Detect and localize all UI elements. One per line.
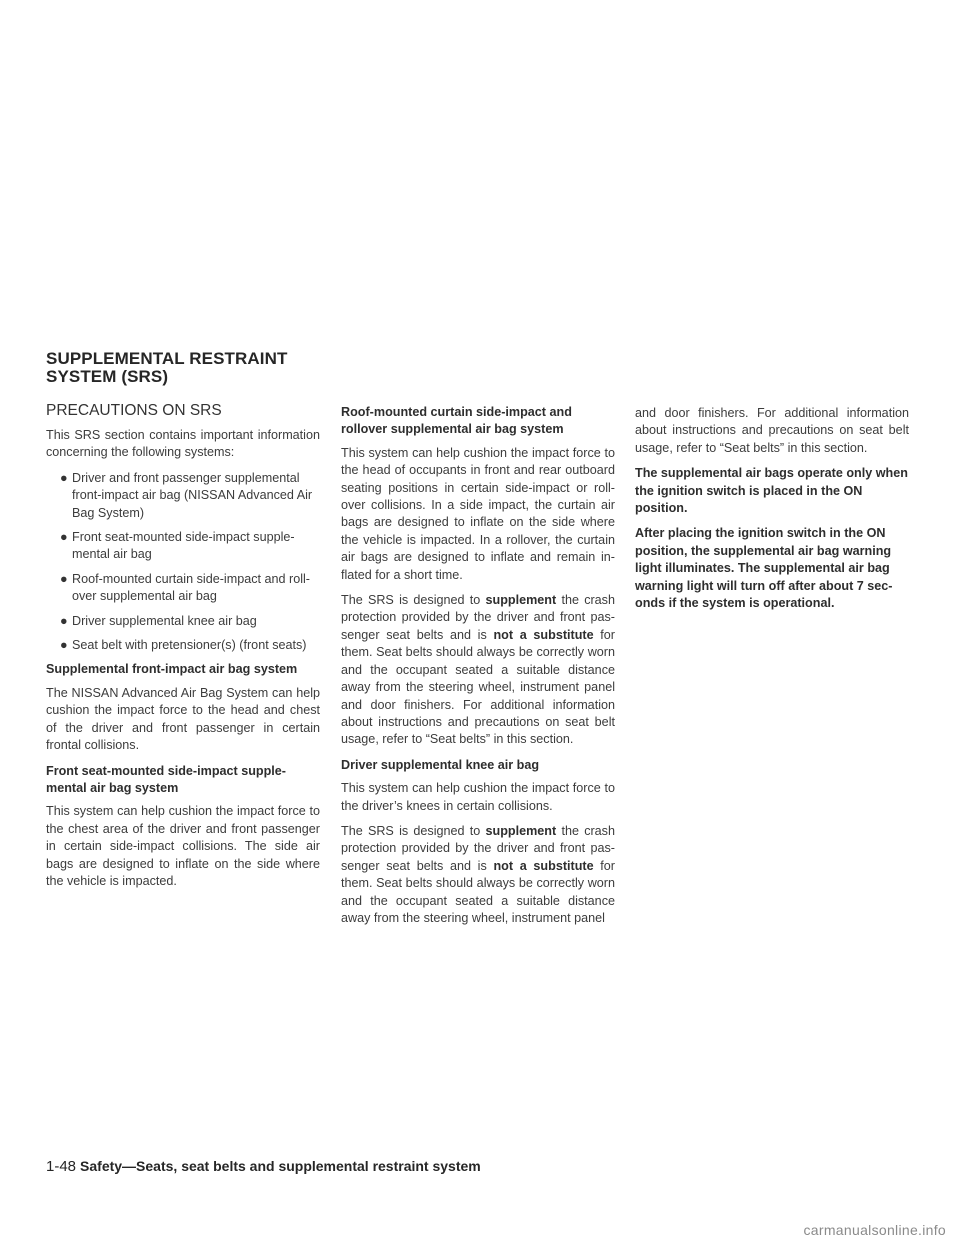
subsection-title: PRECAUTIONS ON SRS (46, 402, 222, 419)
list-item-text: Front seat-mounted side-impact supple-mental air bag (72, 530, 295, 562)
bullet-icon: ● (60, 470, 68, 485)
emphasis-supplement: supplement (485, 823, 557, 838)
text-run: The SRS is designed to (341, 823, 486, 838)
operate-warning-paragraph: The supplemental air bags operate only when the ignition switch is placed in the ON position. (635, 466, 908, 516)
intro-paragraph: This SRS section contains important information concerning the following systems: (46, 428, 320, 460)
watermark-text: carmanualsonline.info (803, 1222, 946, 1238)
list-item (46, 571, 320, 606)
text-run: for them. Seat belts should always be correctly worn and the occupant seated a suitable distance away from the steering wheel, instrument panel (341, 858, 615, 925)
page-number: 1-48 (46, 1158, 77, 1175)
chapter-title: Safety—Seats, seat belts and supplemental restraint system (80, 1158, 481, 1174)
list-item-text: Roof-mounted curtain side-impact and roll-over supplemental air bag (72, 571, 310, 604)
list-item-text: Driver and front passenger supplemental front-impact air bag (NISSAN Advanced Air Bag System) (72, 470, 313, 520)
srs-supplement-paragraph-2 (341, 823, 615, 927)
list-item (46, 470, 320, 522)
column-left (46, 404, 320, 898)
emphasis-not-substitute: not a substitute (493, 627, 594, 642)
warning-light-paragraph: After placing the ignition switch in the ON position, the supplemental air bag warning light illuminates. The supplemental air bag warning light will turn off after about 7 sec-onds if the system is operational. (635, 526, 893, 611)
bullet-icon: ● (60, 571, 68, 586)
knee-heading: Driver supplemental knee air bag (341, 757, 540, 772)
bullet-icon: ● (60, 613, 68, 628)
section-title (46, 350, 287, 386)
knee-paragraph: This system can help cushion the impact force to the driver’s knees in certain collisions. (341, 781, 615, 813)
text-run: the crash protection provided by the driver and front pas-senger seat belts and is (341, 823, 615, 873)
front-impact-paragraph: The NISSAN Advanced Air Bag System can help cushion the impact force to the head and chest of the driver and front passenger in certain frontal collisions. (46, 685, 320, 753)
text-run: the crash protection provided by the driver and front pas-senger seat belts and is (341, 593, 615, 642)
srs-supplement-paragraph (341, 592, 615, 749)
column-right (635, 405, 909, 620)
seat-mounted-paragraph: This system can help cushion the impact force to the chest area of the driver and front passenger in certain side-impact collisions. The side air bags are designed to inflate on the side where the vehicle is impacted. (46, 804, 320, 888)
curtain-paragraph: This system can help cushion the impact force to the head of occupants in front and rear outboard seating positions in certain side-impact or roll-over collisions. In a side impact, the curtain air bags are designed to inflate on the side where the vehicle is impacted. In a rollover, the curtain air bags are designed to inflate and remain in-flated for a short time. (341, 445, 615, 582)
seat-mounted-heading: Front seat-mounted side-impact supple-mental air bag system (46, 763, 287, 795)
front-impact-heading: Supplemental front-impact air bag system (46, 662, 298, 677)
list-item (46, 637, 320, 654)
emphasis-supplement: supplement (485, 593, 557, 608)
continued-paragraph: and door finishers. For additional information about instructions and precautions on seat belt usage, refer to “Seat belts” in this section. (635, 406, 909, 455)
column-middle (341, 404, 615, 935)
systems-list (46, 470, 320, 655)
curtain-heading: Roof-mounted curtain side-impact and rollover supplemental air bag system (341, 405, 572, 437)
page-footer (46, 1157, 481, 1176)
list-item (46, 613, 320, 630)
list-item-text: Seat belt with pretensioner(s) (front seats) (72, 638, 307, 653)
list-item (46, 529, 320, 564)
text-run: for them. Seat belts should always be correctly worn and the occupant seated a suitable distance away from the steering wheel, instrument panel and door finishers. For additional information about instructions and precautions on seat belt usage, refer to “Seat belts” in this section. (341, 627, 615, 747)
section-title-line2: SYSTEM (SRS) (46, 367, 169, 386)
text-run: The SRS is designed to (341, 593, 486, 608)
list-item-text: Driver supplemental knee air bag (72, 613, 257, 628)
bullet-icon: ● (60, 530, 68, 545)
emphasis-not-substitute: not a substitute (493, 858, 594, 873)
section-title-line1: SUPPLEMENTAL RESTRAINT (46, 349, 288, 368)
bullet-icon: ● (60, 638, 68, 653)
